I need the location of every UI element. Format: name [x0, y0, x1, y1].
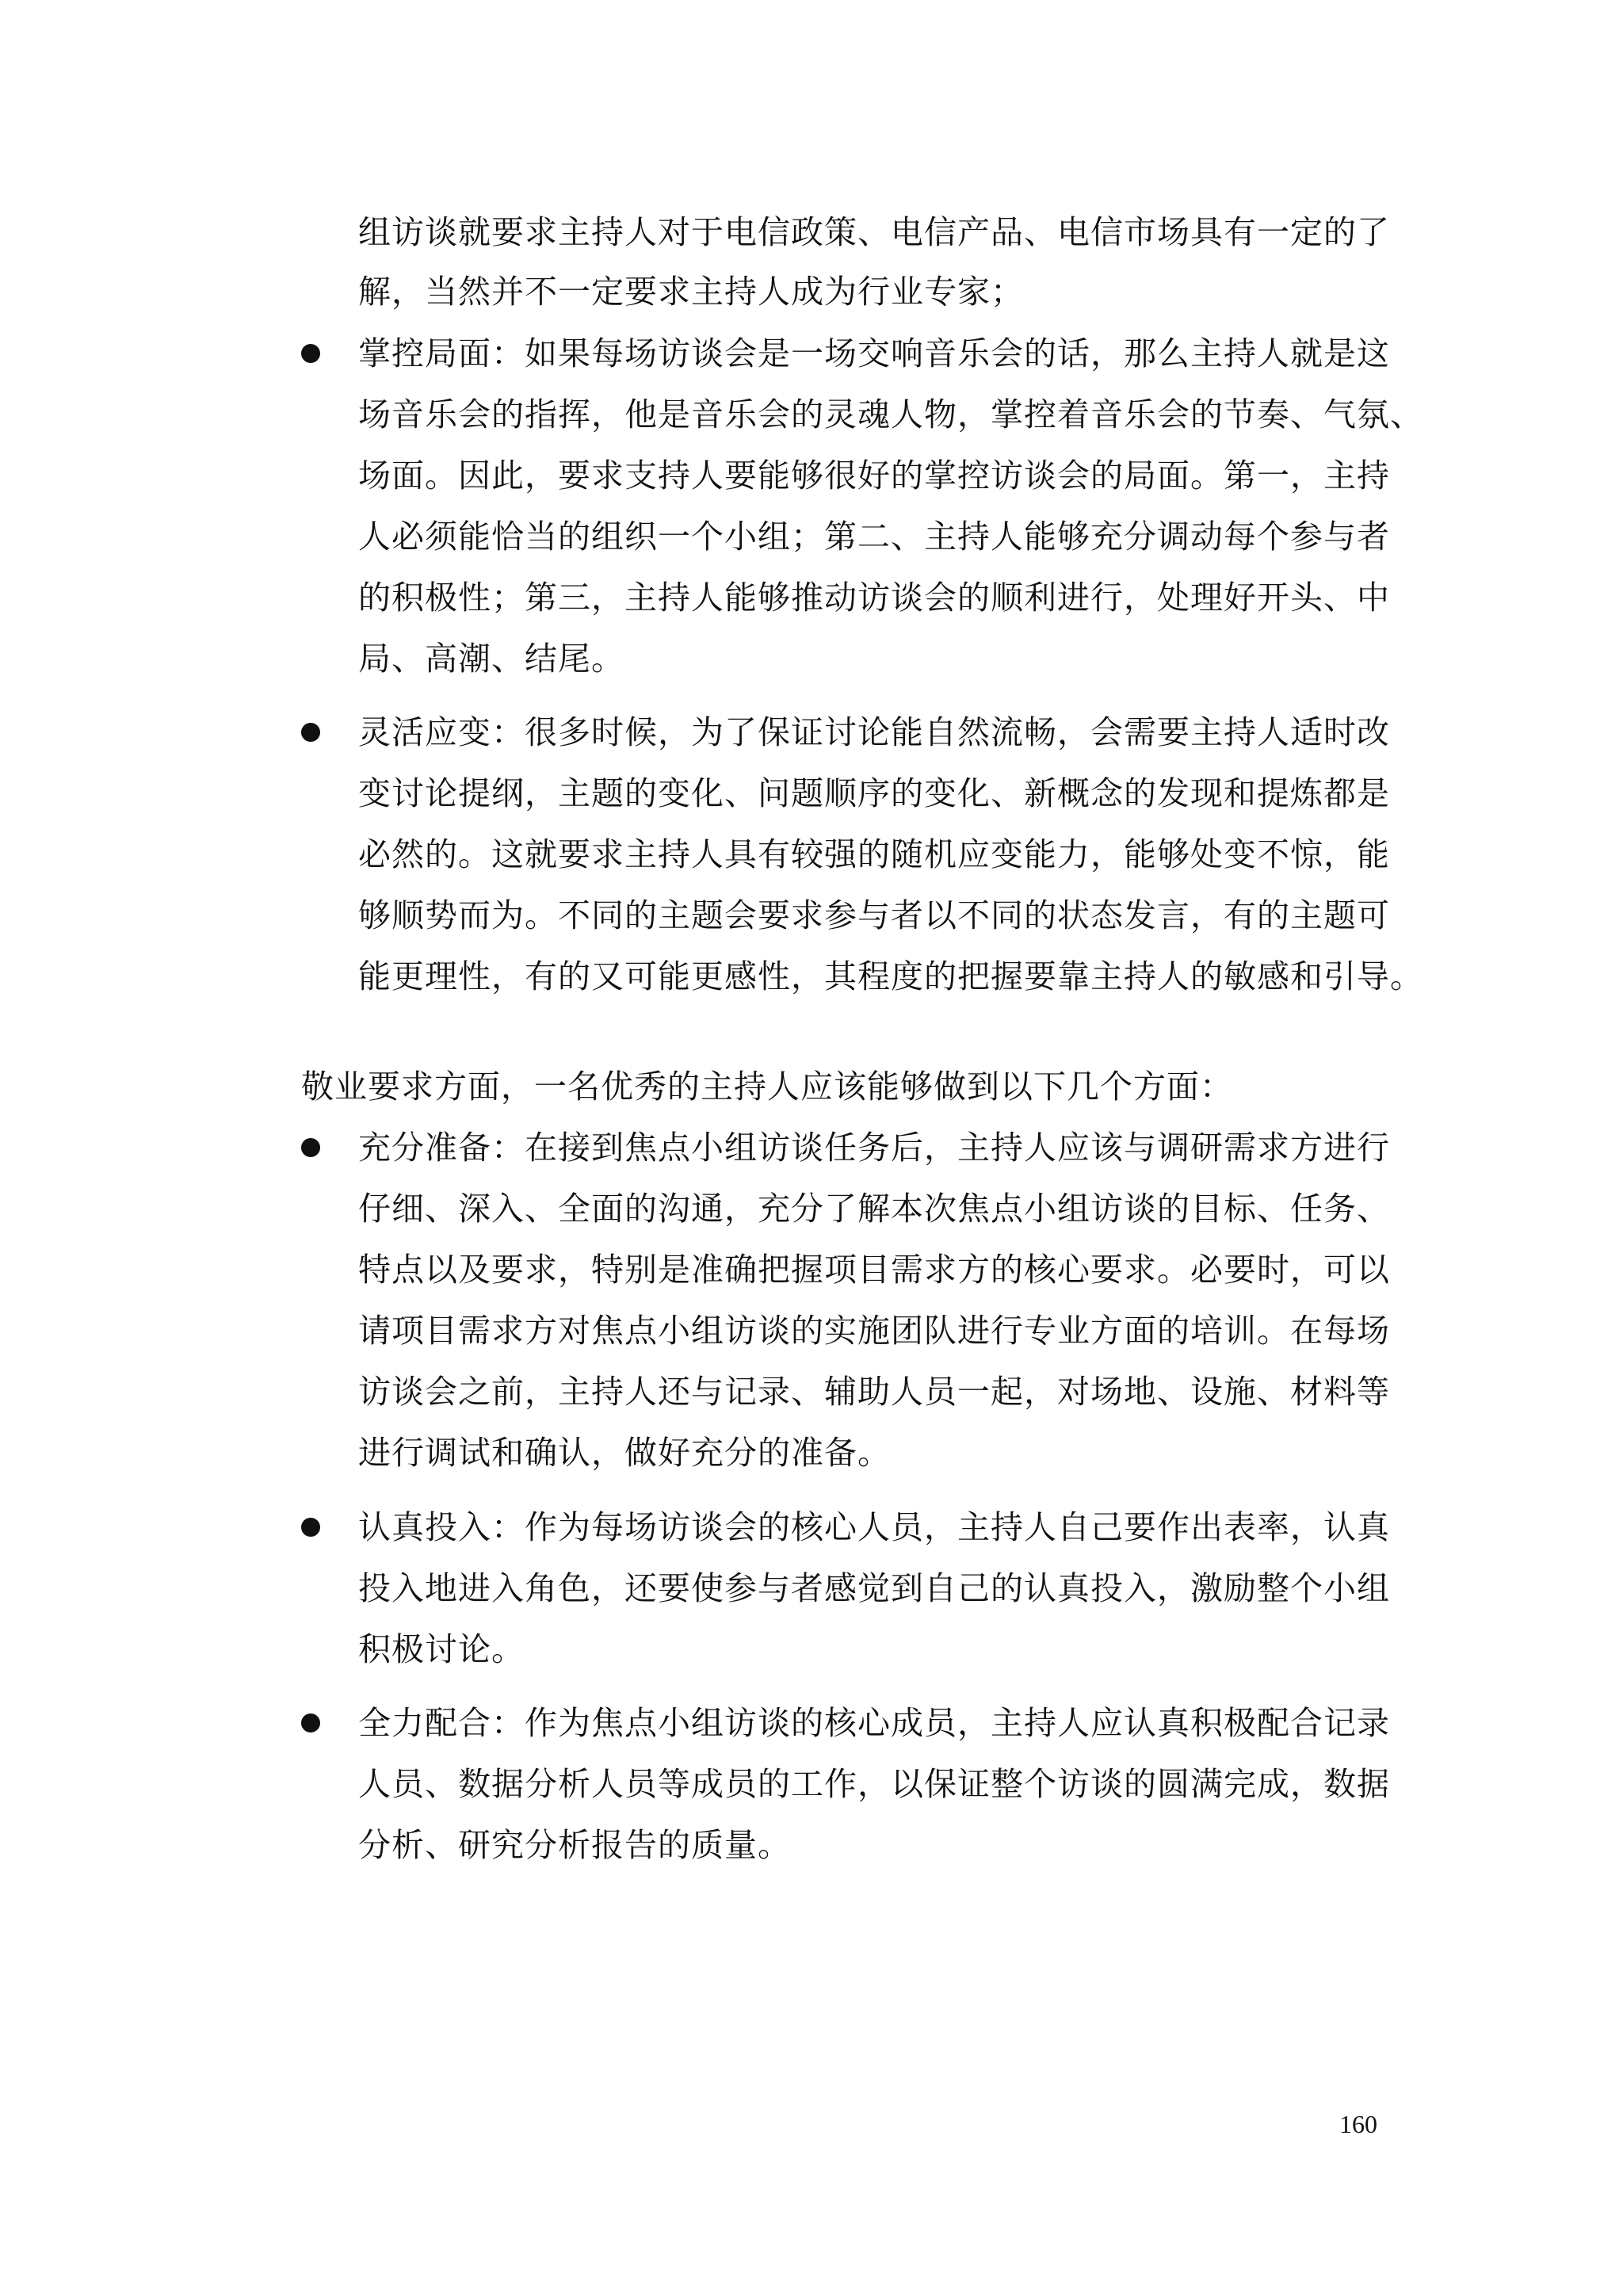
bullet-prepare-line-1: 充分准备：在接到焦点小组访谈任务后，主持人应该与调研需求方进行: [358, 1129, 1390, 1167]
bullet-control-line-3: 场面。因此，要求支持人要能够很好的掌控访谈会的局面。第一，主持: [358, 457, 1390, 495]
bullet-adapt-line-1: 灵活应变：很多时候，为了保证讨论能自然流畅，会需要主持人适时改: [358, 713, 1390, 751]
bullet-prepare-line-2: 仔细、深入、全面的沟通，充分了解本次焦点小组访谈的目标、任务、: [358, 1190, 1390, 1228]
bullet-dot-icon: [301, 1713, 320, 1733]
bullet-dot-icon: [301, 723, 320, 742]
intro-line-1: 组访谈就要求主持人对于电信政策、电信产品、电信市场具有一定的了: [358, 213, 1390, 251]
bullet-commit-line-3: 积极讨论。: [358, 1630, 525, 1668]
bullet-cooperate-line-2: 人员、数据分析人员等成员的工作，以保证整个访谈的圆满完成，数据: [358, 1765, 1390, 1803]
bullet-cooperate-line-3: 分析、研究分析报告的质量。: [358, 1826, 791, 1864]
bullet-prepare-line-4: 请项目需求方对焦点小组访谈的实施团队进行专业方面的培训。在每场: [358, 1312, 1390, 1350]
bullet-adapt-line-4: 够顺势而为。不同的主题会要求参与者以不同的状态发言，有的主题可: [358, 896, 1390, 934]
bullet-control-line-4: 人必须能恰当的组织一个小组；第二、主持人能够充分调动每个参与者: [358, 518, 1390, 556]
bullet-commit-line-2: 投入地进入角色，还要使参与者感觉到自己的认真投入，激励整个小组: [358, 1569, 1390, 1607]
bullet-control-line-5: 的积极性；第三，主持人能够推动访谈会的顺利进行，处理好开头、中: [358, 579, 1390, 617]
bullet-commit-line-1: 认真投入：作为每场访谈会的核心人员，主持人自己要作出表率，认真: [358, 1508, 1390, 1546]
bullet-adapt-line-2: 变讨论提纲，主题的变化、问题顺序的变化、新概念的发现和提炼都是: [358, 774, 1390, 812]
bullet-adapt-line-5: 能更理性，有的又可能更感性，其程度的把握要靠主持人的敏感和引导。: [358, 957, 1423, 995]
section-heading: 敬业要求方面，一名优秀的主持人应该能够做到以下几个方面：: [301, 1068, 1233, 1106]
intro-line-2: 解，当然并不一定要求主持人成为行业专家；: [358, 273, 1024, 311]
bullet-dot-icon: [301, 344, 320, 363]
bullet-prepare-line-5: 访谈会之前，主持人还与记录、辅助人员一起，对场地、设施、材料等: [358, 1373, 1390, 1411]
bullet-control-line-6: 局、高潮、结尾。: [358, 640, 624, 678]
bullet-control-line-2: 场音乐会的指挥，他是音乐会的灵魂人物，掌控着音乐会的节奏、气氛、: [358, 395, 1423, 434]
bullet-control-line-1: 掌控局面：如果每场访谈会是一场交响音乐会的话，那么主持人就是这: [358, 334, 1390, 372]
bullet-dot-icon: [301, 1138, 320, 1157]
bullet-prepare-line-3: 特点以及要求，特别是准确把握项目需求方的核心要求。必要时，可以: [358, 1251, 1390, 1289]
bullet-dot-icon: [301, 1518, 320, 1537]
bullet-prepare-line-6: 进行调试和确认，做好充分的准备。: [358, 1434, 891, 1472]
bullet-cooperate-line-1: 全力配合：作为焦点小组访谈的核心成员，主持人应认真积极配合记录: [358, 1704, 1390, 1742]
page-number: 160: [1339, 2110, 1377, 2138]
bullet-adapt-line-3: 必然的。这就要求主持人具有较强的随机应变能力，能够处变不惊，能: [358, 835, 1390, 873]
